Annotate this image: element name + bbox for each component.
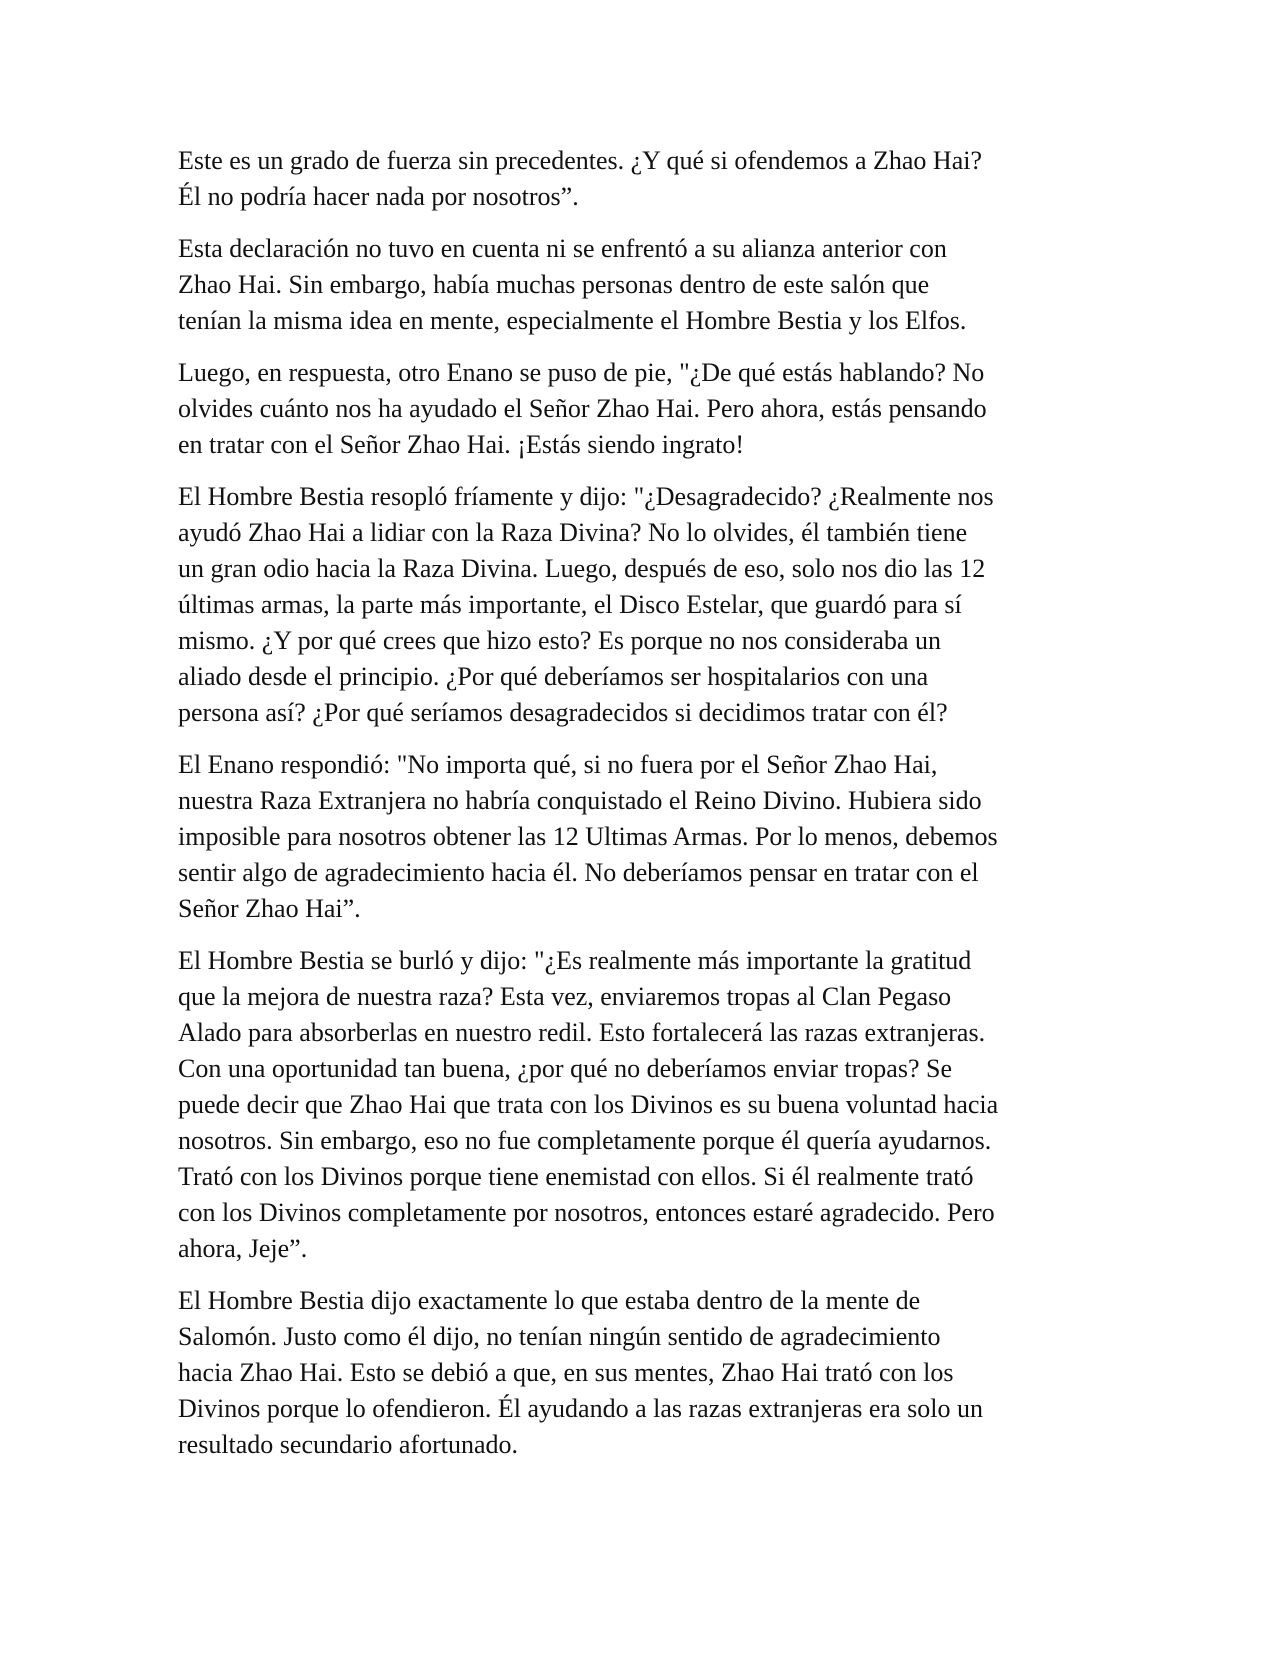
paragraph-3: Luego, en respuesta, otro Enano se puso de pie, "¿De qué estás hablando? No olvides cuánto nos ha ayudado el Señor Zhao Hai. Pero ahora, estás pensando en tratar con el Señor Zhao Hai. ¡Estás siendo ingrato!	[178, 358, 987, 459]
paragraph-4: El Hombre Bestia resopló fríamente y dijo: "¿Desagradecido? ¿Realmente nos ayudó Zhao Hai a lidiar con la Raza Divina? No lo olvides, él también tiene un gran odio hacia la Raza Divina. Luego, después de eso, solo nos dio las 12 últimas armas, la parte más importante, el Disco Estelar, que guardó para sí mismo. ¿Y por qué crees que hizo esto? Es porque no nos consideraba un aliado desde el principio. ¿Por qué deberíamos ser hospitalarios con una persona así? ¿Por qué seríamos desagradecidos si decidimos tratar con él?	[178, 482, 994, 727]
paragraph-7: El Hombre Bestia dijo exactamente lo que estaba dentro de la mente de Salomón. Justo como él dijo, no tenían ningún sentido de agradecimiento hacia Zhao Hai. Esto se debió a que, en sus mentes, Zhao Hai trató con los Divinos porque lo ofendieron. Él ayudando a las razas extranjeras era solo un resultado secundario afortunado.	[178, 1286, 984, 1459]
paragraph-1: Este es un grado de fuerza sin precedentes. ¿Y qué si ofendemos a Zhao Hai? Él no podría hacer nada por nosotros”.	[178, 146, 982, 211]
paragraph-5: El Enano respondió: "No importa qué, si no fuera por el Señor Zhao Hai, nuestra Raza Extranjera no habría conquistado el Reino Divino. Hubiera sido imposible para nosotros obtener las 12 Ultimas Armas. Por lo menos, debemos sentir algo de agradecimiento hacia él. No deberíamos pensar en tratar con el Señor Zhao Hai”.	[178, 750, 998, 923]
paragraph-2: Esta declaración no tuvo en cuenta ni se enfrentó a su alianza anterior con Zhao Hai. Sin embargo, había muchas personas dentro de este salón que tenían la misma idea en mente, especialmente el Hombre Bestia y los Elfos.	[178, 234, 967, 335]
document-page	[178, 143, 1118, 1479]
paragraph-6: El Hombre Bestia se burló y dijo: "¿Es realmente más importante la gratitud que la mejora de nuestra raza? Esta vez, enviaremos tropas al Clan Pegaso Alado para absorberlas en nuestro redil. Esto fortalecerá las razas extranjeras. Con una oportunidad tan buena, ¿por qué no deberíamos enviar tropas? Se puede decir que Zhao Hai que trata con los Divinos es su buena voluntad hacia nosotros. Sin embargo, eso no fue completamente porque él quería ayudarnos. Trató con los Divinos porque tiene enemistad con ellos. Si él realmente trató con los Divinos completamente por nosotros, entonces estaré agradecido. Pero ahora, Jeje”.	[178, 946, 999, 1263]
